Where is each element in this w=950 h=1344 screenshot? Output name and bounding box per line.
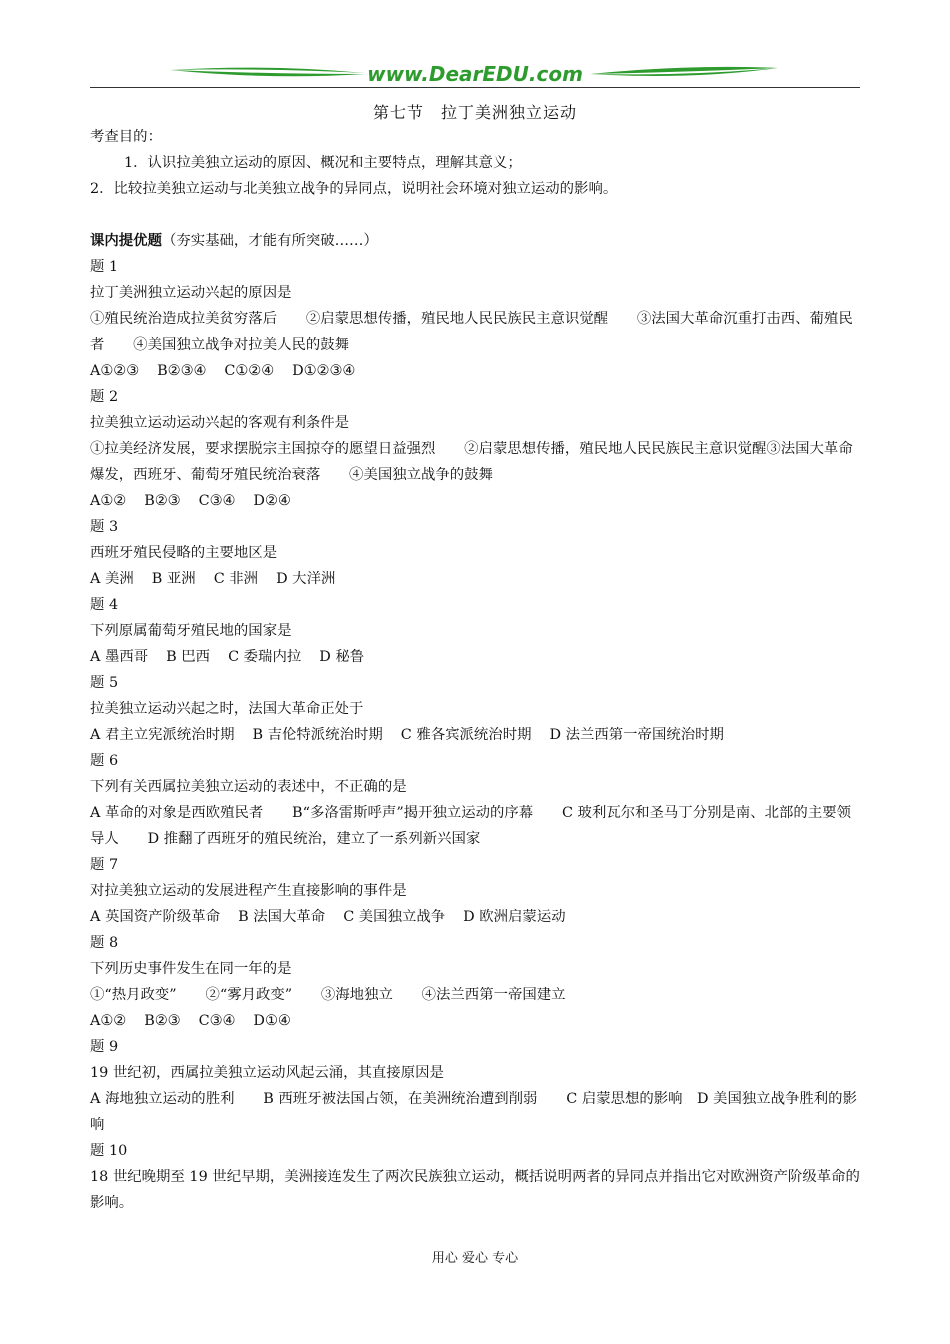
question-stem: 拉美独立运动运动兴起的客观有利条件是 — [90, 415, 350, 431]
question-list — [90, 254, 865, 1216]
question-stem: 西班牙殖民侵略的主要地区是 — [90, 545, 278, 561]
answer-option: A①② — [90, 493, 127, 509]
logo-text: www.DearEDU.com — [367, 62, 583, 86]
section-subtitle: （夯实基础，才能有所突破……） — [161, 233, 378, 249]
page-footer: 用心 爱心 专心 — [431, 1251, 519, 1266]
question-label: 题 3 — [90, 519, 119, 535]
answer-option: B 亚洲 — [151, 571, 196, 587]
question-label: 题 1 — [90, 259, 119, 275]
answer-option: B 巴西 — [166, 649, 211, 665]
answer-option: A①②③ — [90, 363, 140, 379]
question-label: 题 4 — [90, 597, 119, 613]
answer-option: C①②④ — [224, 363, 275, 379]
question-label: 题 9 — [90, 1039, 119, 1055]
answer-option: C 美国独立战争 — [343, 909, 446, 925]
question-stem: 下列原属葡萄牙殖民地的国家是 — [90, 623, 292, 639]
answer-option: D①④ — [253, 1013, 291, 1029]
answer-option: D②④ — [253, 493, 291, 509]
answer-option: A 墨西哥 — [90, 649, 149, 665]
answer-option: B②③ — [144, 493, 181, 509]
answer-option: D①②③④ — [292, 363, 356, 379]
spacer — [90, 202, 865, 228]
question-label: 题 2 — [90, 389, 119, 405]
answer-option: B 吉伦特派统治时期 — [252, 727, 383, 743]
question-stem: 拉美独立运动兴起之时，法国大革命正处于 — [90, 701, 364, 717]
objective-item-2: 2．比较拉美独立运动与北美独立战争的异同点，说明社会环境对独立运动的影响。 — [90, 181, 618, 197]
question-block — [90, 852, 865, 930]
question-block — [90, 592, 865, 670]
answer-options — [90, 488, 865, 514]
objectives-label: 考查目的： — [90, 129, 162, 145]
logo-swoosh-graphic — [90, 58, 860, 88]
answer-options — [90, 904, 865, 930]
answer-option: C 委瑞内拉 — [228, 649, 302, 665]
answer-option: D 欧洲启蒙运动 — [463, 909, 566, 925]
answer-option: C 非洲 — [213, 571, 259, 587]
question-label: 题 7 — [90, 857, 119, 873]
answer-options — [90, 722, 865, 748]
answer-option: C③④ — [198, 1013, 236, 1029]
question-block — [90, 748, 865, 852]
question-block — [90, 254, 865, 384]
answer-option: A 英国资产阶级革命 — [90, 909, 221, 925]
answer-option: D 秘鲁 — [319, 649, 365, 665]
objective-item-1: 1．认识拉美独立运动的原因、概况和主要特点，理解其意义； — [124, 155, 522, 171]
question-label: 题 5 — [90, 675, 119, 691]
question-items: ①拉美经济发展，要求摆脱宗主国掠夺的愿望日益强烈 ②启蒙思想传播，殖民地人民民族民主意识觉醒③法国大革命爆发，西班牙、葡萄牙殖民统治衰落 ④美国独立战争的鼓舞 — [90, 441, 853, 483]
answer-option: C③④ — [198, 493, 236, 509]
question-block — [90, 670, 865, 748]
header-rule — [90, 87, 860, 88]
question-label: 题 8 — [90, 935, 119, 951]
question-stem: 下列历史事件发生在同一年的是 — [90, 961, 292, 977]
question-stem: 对拉美独立运动的发展进程产生直接影响的事件是 — [90, 883, 407, 899]
question-items: ①殖民统治造成拉美贫穷落后 ②启蒙思想传播，殖民地人民民族民主意识觉醒 ③法国大革命沉重打击西、葡殖民者 ④美国独立战争对拉美人民的鼓舞 — [90, 311, 853, 353]
answer-option: D 法兰西第一帝国统治时期 — [549, 727, 724, 743]
section-heading — [90, 228, 865, 254]
page-title: 第七节 拉丁美洲独立运动 — [372, 103, 577, 122]
question-items: A 海地独立运动的胜利 B 西班牙被法国占领，在美洲统治遭到削弱 C 启蒙思想的影响 D 美国独立战争胜利的影响 — [90, 1091, 857, 1133]
answer-options — [90, 358, 865, 384]
answer-option: B②③④ — [157, 363, 207, 379]
answer-options — [90, 644, 865, 670]
answer-options — [90, 566, 865, 592]
answer-option: B 法国大革命 — [238, 909, 326, 925]
question-stem: 19 世纪初，西属拉美独立运动风起云涌，其直接原因是 — [90, 1065, 444, 1081]
question-block — [90, 514, 865, 592]
answer-option: D 大洋洲 — [276, 571, 336, 587]
question-block — [90, 930, 865, 1034]
question-block — [90, 1034, 865, 1138]
answer-option: A 美洲 — [90, 571, 134, 587]
question-label: 题 10 — [90, 1143, 128, 1159]
answer-options — [90, 1008, 865, 1034]
answer-option: A①② — [90, 1013, 127, 1029]
document-body — [90, 124, 865, 1216]
section-title: 课内提优题 — [90, 232, 162, 249]
question-stem: 下列有关西属拉美独立运动的表述中，不正确的是 — [90, 779, 407, 795]
question-items: A 革命的对象是西欧殖民者 B“多洛雷斯呼声”揭开独立运动的序幕 C 玻利瓦尔和圣马丁分别是南、北部的主要领导人 D 推翻了西班牙的殖民统治，建立了一系列新兴国家 — [90, 805, 851, 847]
question-stem: 拉丁美洲独立运动兴起的原因是 — [90, 285, 292, 301]
question-label: 题 6 — [90, 753, 119, 769]
question-stem: 18 世纪晚期至 19 世纪早期，美洲接连发生了两次民族独立运动，概括说明两者的异同点并指出它对欧洲资产阶级革命的影响。 — [90, 1169, 860, 1211]
question-block — [90, 1138, 865, 1216]
question-items: ①“热月政变” ②“雾月政变” ③海地独立 ④法兰西第一帝国建立 — [90, 987, 566, 1003]
answer-option: C 雅各宾派统治时期 — [400, 727, 532, 743]
answer-option: A 君主立宪派统治时期 — [90, 727, 235, 743]
answer-option: B②③ — [144, 1013, 181, 1029]
question-block — [90, 384, 865, 514]
page-header — [90, 58, 860, 90]
